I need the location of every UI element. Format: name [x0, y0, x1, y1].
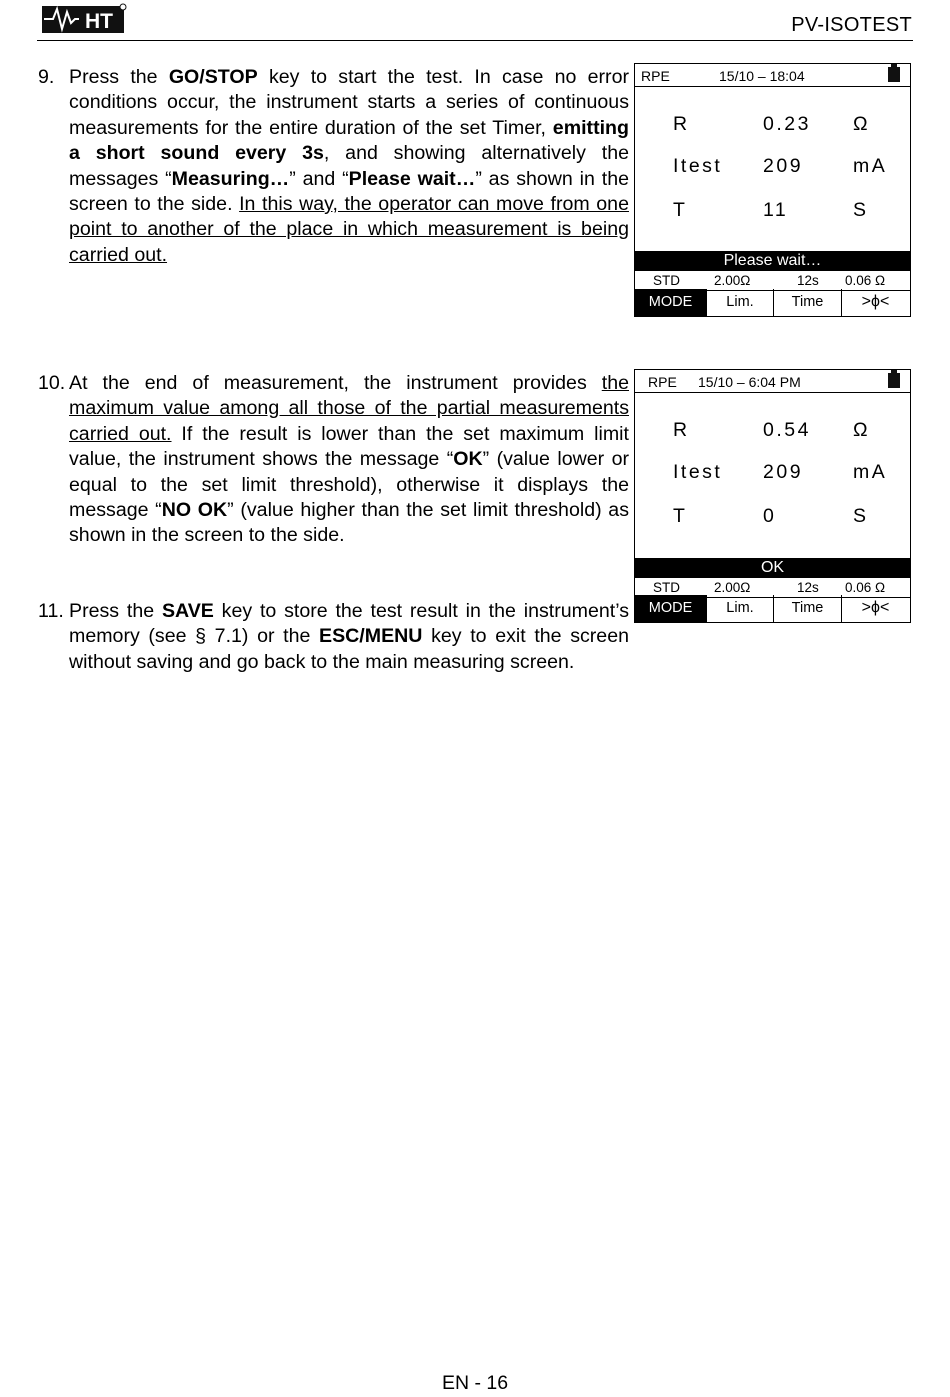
step-number: 10.	[38, 372, 66, 394]
text-segment: GO/STOP	[168, 66, 258, 88]
offset-value: 0.06 Ω	[845, 273, 886, 288]
text-segment: ESC/MENU	[319, 625, 423, 648]
instrument-screen-result	[634, 369, 911, 623]
text-segment: At the end of measurement, the instrument provides	[69, 372, 602, 394]
text-segment: NO OK	[161, 499, 228, 522]
reading-label: Itest	[673, 461, 723, 483]
text-segment: emitting a short sound every 3s	[69, 116, 629, 165]
reading-unit: S	[853, 199, 869, 221]
limit-softkey[interactable]: Lim.	[707, 595, 774, 622]
text-segment: the maximum value among all those of the partial measurements carried out.	[69, 372, 629, 445]
reading-value: 209	[763, 155, 804, 177]
text-segment: , and showing alternatively the messages “	[69, 142, 629, 190]
mode-softkey[interactable]: MODE	[635, 289, 707, 316]
document-title: PV-ISOTEST	[791, 14, 912, 36]
softkey-bar	[635, 289, 910, 316]
softkey-bar	[635, 595, 910, 622]
mode-value: STD	[653, 580, 680, 595]
reading-unit: mA	[853, 155, 888, 177]
screen-status-bar	[635, 64, 910, 87]
text-segment: If the result is lower than the set maximum limit value, the instrument shows the message “	[69, 422, 629, 471]
ht-logo	[41, 3, 127, 35]
time-value: 12s	[797, 580, 819, 595]
text-segment: Press the	[69, 66, 169, 88]
limit-value: 2.00Ω	[714, 273, 751, 288]
time-softkey[interactable]: Time	[774, 289, 842, 316]
step-number: 11.	[38, 600, 64, 622]
reading-unit: Ω	[853, 113, 871, 135]
text-segment: Measuring…	[171, 167, 290, 190]
text-segment: key to store the test result in the instrument’s memory (see § 7.1) or the	[69, 600, 629, 648]
battery-icon	[888, 67, 900, 82]
text-segment: OK	[453, 448, 483, 471]
screen-status-bar	[635, 370, 910, 393]
text-segment: ” as shown in the screen to the side.	[69, 167, 629, 216]
reading-label: Itest	[673, 155, 723, 177]
text-segment: SAVE	[161, 600, 214, 622]
step-number: 9.	[38, 66, 55, 88]
text-segment: ” (value higher than the set limit threshold) as shown in the screen to the side.	[69, 499, 629, 547]
reading-label: T	[673, 505, 688, 527]
step-text	[69, 371, 629, 549]
time-softkey[interactable]: Time	[774, 595, 842, 622]
status-message: OK	[635, 558, 910, 578]
text-segment: Press the	[69, 600, 162, 622]
text-segment: Please wait…	[348, 167, 476, 190]
function-label: RPE	[641, 68, 670, 84]
zero-offset-softkey[interactable]: >ϕ<	[861, 293, 890, 310]
reading-value: 0.54	[763, 419, 811, 441]
reading-value: 0	[763, 505, 777, 527]
offset-value: 0.06 Ω	[845, 580, 886, 595]
mode-value: STD	[653, 273, 680, 288]
reading-value: 209	[763, 461, 804, 483]
status-message: Please wait…	[635, 251, 910, 271]
page-number: EN - 16	[441, 1372, 509, 1394]
text-segment: key to exit the screen without saving and go back to the main measuring screen.	[69, 625, 630, 673]
date-time: 15/10 – 6:04 PM	[698, 374, 801, 390]
mode-softkey[interactable]: MODE	[635, 595, 707, 622]
reading-label: R	[673, 419, 690, 441]
function-label: RPE	[648, 374, 677, 390]
limit-softkey[interactable]: Lim.	[707, 289, 774, 316]
limit-value: 2.00Ω	[714, 580, 751, 595]
text-segment: ” (value lower or equal to the set limit threshold), otherwise it displays the message “	[69, 448, 629, 522]
parameter-row	[635, 271, 910, 291]
step-text	[69, 65, 629, 268]
reading-label: R	[673, 113, 690, 135]
reading-unit: S	[853, 505, 869, 527]
step-text	[69, 599, 629, 675]
reading-label: T	[673, 199, 688, 221]
reading-value: 11	[763, 199, 789, 221]
date-time: 15/10 – 18:04	[719, 68, 805, 84]
text-segment: ” and “	[289, 167, 349, 190]
reading-unit: Ω	[853, 419, 871, 441]
svg-text:HT: HT	[85, 10, 113, 33]
time-value: 12s	[797, 273, 819, 288]
text-segment: In this way, the operator can move from one point to another of the place in which measurement is being carried out.	[69, 193, 629, 266]
reading-unit: mA	[853, 461, 888, 483]
zero-offset-softkey[interactable]: >ϕ<	[861, 599, 890, 616]
text-segment: key to start the test. In case no error conditions occur, the instrument starts a series of continuous measurements for the entire duration of the set Timer,	[69, 66, 629, 139]
instrument-screen-measuring	[634, 63, 911, 317]
header-divider	[37, 40, 913, 41]
reading-value: 0.23	[763, 113, 811, 135]
battery-icon	[888, 373, 900, 388]
